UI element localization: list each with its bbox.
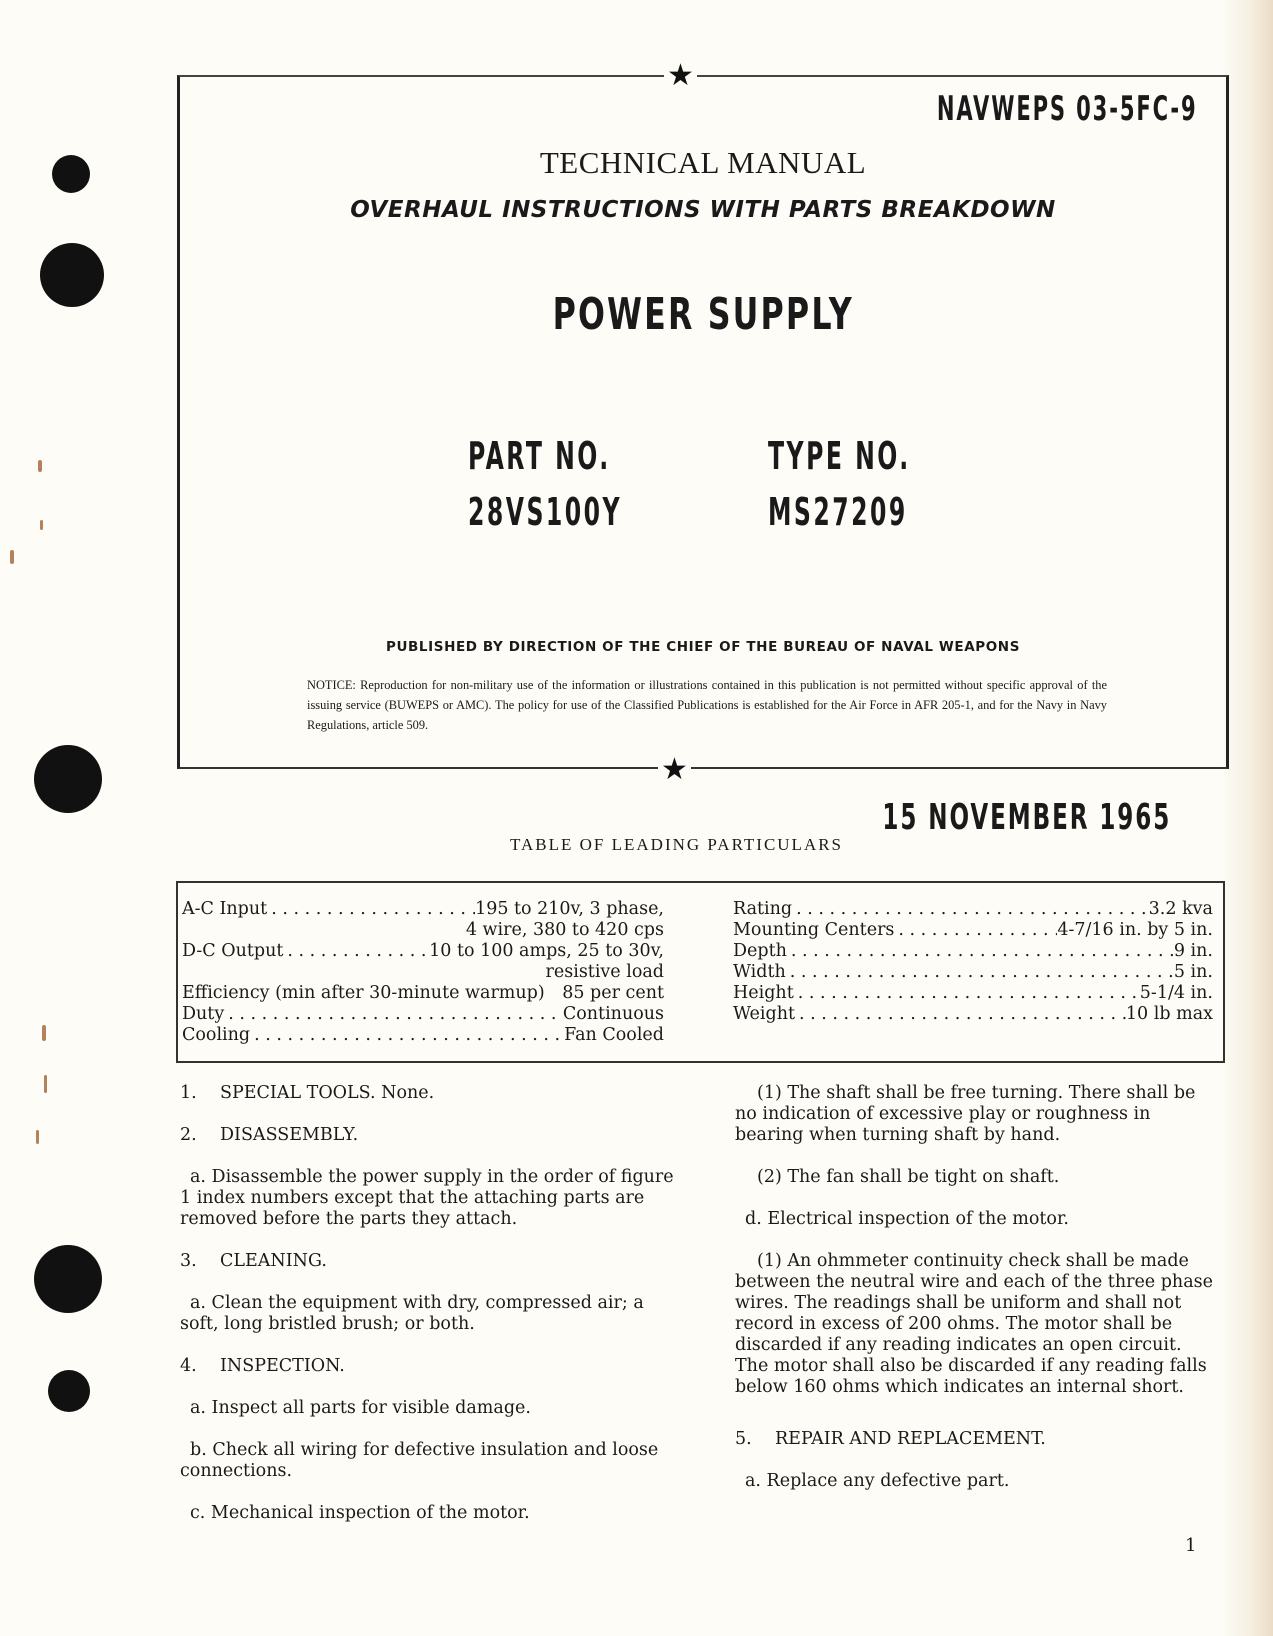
particular-label: Efficiency (min after 30-minute warmup) xyxy=(182,983,545,1003)
leader-dots xyxy=(787,941,1174,962)
publication-date: 15 NOVEMBER 1965 xyxy=(882,797,1171,838)
binder-hole xyxy=(34,1245,102,1313)
manual-title: TECHNICAL MANUAL xyxy=(539,145,867,180)
section-heading-inspection xyxy=(180,1356,680,1377)
particular-label: A-C Input xyxy=(182,899,268,919)
particular-row-continued xyxy=(182,920,664,941)
part-no-label: PART NO. xyxy=(468,434,611,478)
particular-row xyxy=(182,899,664,920)
paragraph: b. Check all wiring for defective insulation and loose connections. xyxy=(180,1440,659,1481)
particular-label: Width xyxy=(733,962,786,982)
particular-row xyxy=(733,962,1213,983)
published-by: PUBLISHED BY DIRECTION OF THE CHIEF OF THE BUREAU OF NAVAL WEAPONS xyxy=(385,639,1021,655)
particular-value: 10 lb max xyxy=(1125,1004,1213,1024)
leader-dots xyxy=(267,899,475,920)
particular-label: Duty xyxy=(182,1004,225,1024)
particular-label: Depth xyxy=(733,941,787,961)
particular-value: 85 per cent xyxy=(562,983,664,1003)
particular-label: Cooling xyxy=(182,1025,251,1045)
equipment-title xyxy=(180,289,1226,340)
section-heading-repair xyxy=(735,1429,1215,1450)
binder-hole xyxy=(52,155,90,193)
section-number: 1. xyxy=(180,1083,197,1103)
star-icon: ★ xyxy=(664,61,697,91)
leader-dots xyxy=(794,983,1140,1004)
rust-stain xyxy=(40,520,43,530)
particular-row xyxy=(182,941,664,962)
equipment-title-text: POWER SUPPLY xyxy=(552,289,854,340)
section-number: 3. xyxy=(180,1251,197,1271)
particular-row xyxy=(733,1004,1213,1025)
particular-value: 5 in. xyxy=(1173,962,1213,982)
particular-row xyxy=(733,983,1213,1004)
particular-label: D-C Output xyxy=(182,941,284,961)
particular-label: Height xyxy=(733,983,794,1003)
binder-hole xyxy=(34,745,102,813)
particular-row xyxy=(733,920,1213,941)
particular-value: 195 to 210v, 3 phase, xyxy=(475,899,664,919)
paragraph: (1) An ohmmeter continuity check shall be made between the neutral wire and each of the three phase wires. The readings shall be uniform and shall not record in excess of 200 ohms. The motor shall be discarded if any reading indicates an open circuit. The motor shall also be discarded if any reading falls below 160 ohms which indicates an internal short. xyxy=(735,1251,1213,1397)
leading-particulars-heading: TABLE OF LEADING PARTICULARS xyxy=(509,835,844,854)
paragraph: a. Disassemble the power supply in the order of figure 1 index numbers except that the attaching parts are removed before the parts they attach. xyxy=(180,1167,674,1229)
leader-dots xyxy=(224,1004,563,1025)
type-no-label: TYPE NO. xyxy=(768,434,911,478)
paragraph: d. Electrical inspection of the motor. xyxy=(745,1209,1069,1229)
document-number: NAVWEPS 03-5FC-9 xyxy=(937,89,1198,129)
paragraph: c. Mechanical inspection of the motor. xyxy=(190,1503,530,1523)
rust-stain xyxy=(44,1075,47,1093)
body-right-column xyxy=(735,1083,1215,1513)
binder-hole xyxy=(40,243,104,307)
particular-label: Mounting Centers xyxy=(733,920,895,940)
particular-value: 9 in. xyxy=(1173,941,1213,961)
paragraph: a. Replace any defective part. xyxy=(745,1471,1010,1491)
section-number: 4. xyxy=(180,1356,197,1376)
paragraph: (1) The shaft shall be free turning. There shall be no indication of excessive play or roughness in bearing when turning shaft by hand. xyxy=(735,1083,1196,1145)
particular-value: 5-1/4 in. xyxy=(1139,983,1213,1003)
section-text: REPAIR AND REPLACEMENT. xyxy=(775,1429,1046,1449)
section-text: SPECIAL TOOLS. None. xyxy=(220,1083,435,1103)
particular-value: 4 wire, 380 to 420 cps xyxy=(465,920,664,940)
particular-value: 10 to 100 amps, 25 to 30v, xyxy=(429,941,664,961)
particular-value: resistive load xyxy=(545,962,664,982)
particular-row xyxy=(733,899,1213,920)
body-left-column xyxy=(180,1083,680,1545)
page-number: 1 xyxy=(1185,1535,1197,1556)
particular-value: 4-7/16 in. by 5 in. xyxy=(1057,920,1213,940)
paragraph: a. Inspect all parts for visible damage. xyxy=(190,1398,531,1418)
rust-stain xyxy=(36,1130,39,1144)
star-icon: ★ xyxy=(658,755,691,785)
rust-stain xyxy=(10,550,14,564)
particular-row-continued xyxy=(182,962,664,983)
particular-label: Rating xyxy=(733,899,793,919)
leader-dots xyxy=(894,920,1057,941)
cover-frame xyxy=(177,58,1229,787)
type-no-value: MS27209 xyxy=(768,490,908,534)
leading-particulars-table xyxy=(176,881,1225,1063)
section-number: 2. xyxy=(180,1125,197,1145)
particular-row xyxy=(182,1004,664,1025)
section-number: 5. xyxy=(735,1429,752,1449)
leader-dots xyxy=(795,1004,1126,1025)
particular-row xyxy=(733,941,1213,962)
section-heading-disassembly xyxy=(180,1125,680,1146)
leader-dots xyxy=(792,899,1149,920)
rust-stain xyxy=(38,460,42,472)
section-heading-cleaning xyxy=(180,1251,680,1272)
part-no-value: 28VS100Y xyxy=(468,490,623,534)
section-text: DISASSEMBLY. xyxy=(220,1125,359,1145)
particular-row xyxy=(182,983,664,1004)
particular-value: 3.2 kva xyxy=(1148,899,1213,919)
particular-value: Fan Cooled xyxy=(564,1025,664,1045)
particular-row xyxy=(182,1025,664,1046)
manual-subtitle: OVERHAUL INSTRUCTIONS WITH PARTS BREAKDOWN xyxy=(350,197,1056,223)
particular-label: Weight xyxy=(733,1004,796,1024)
reproduction-notice: NOTICE: Reproduction for non-military use of the information or illustrations contained in this publication is not permitted without specific approval of the issuing service (BUWEPS or AMC). The policy for use of the Classified Publications is established for the Air Force in AFR 205-1, and for the Navy in Navy Regulations, article 509. xyxy=(307,678,1107,732)
rust-stain xyxy=(42,1025,46,1041)
particulars-right-column xyxy=(733,899,1213,1025)
leader-dots xyxy=(786,962,1174,983)
paragraph: a. Clean the equipment with dry, compressed air; a soft, long bristled brush; or both. xyxy=(180,1293,644,1334)
section-text: INSPECTION. xyxy=(220,1356,345,1376)
leader-dots xyxy=(283,941,429,962)
section-text: CLEANING. xyxy=(220,1251,327,1271)
leader-dots xyxy=(250,1025,564,1046)
section-heading-special-tools xyxy=(180,1083,680,1104)
particulars-left-column xyxy=(182,899,664,1046)
particular-value: Continuous xyxy=(562,1004,664,1024)
binder-hole xyxy=(48,1370,90,1412)
paragraph: (2) The fan shall be tight on shaft. xyxy=(757,1167,1060,1187)
